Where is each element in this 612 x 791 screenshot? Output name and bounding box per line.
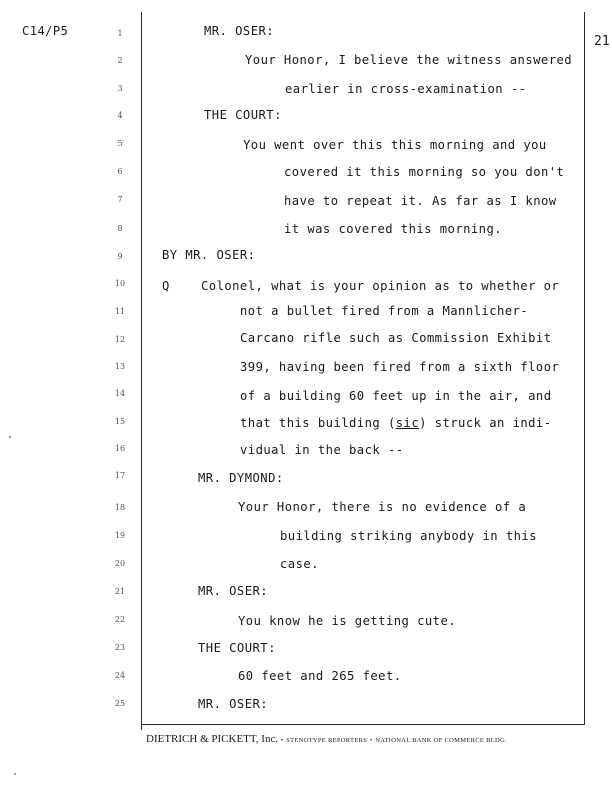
transcript-line: case. [280, 557, 319, 571]
line-number: 24 [114, 671, 126, 680]
line-segment: ) struck an indi- [419, 416, 552, 430]
line-number: 15 [114, 417, 126, 426]
line-number: 20 [114, 559, 126, 568]
transcript-line: 60 feet and 265 feet. [238, 669, 402, 683]
line-number: 23 [114, 643, 126, 652]
transcript-line: it was covered this morning. [284, 222, 503, 236]
separator: • [369, 737, 373, 744]
question-marker: Q [162, 279, 170, 293]
transcript-line: vidual in the back -- [240, 443, 404, 457]
firm-name: DIETRICH & PICKETT, Inc. [146, 733, 279, 745]
scan-speck [9, 436, 11, 438]
line-number: 10 [114, 279, 126, 288]
line-number: 14 [114, 389, 126, 398]
separator: • [280, 737, 284, 744]
line-number: 18 [114, 503, 126, 512]
transcript-line: MR. OSER: [198, 584, 269, 598]
page-ref: C14/P5 [22, 24, 69, 38]
line-number: 22 [114, 615, 126, 624]
transcript-line: Carcano rifle such as Commission Exhibit [240, 331, 552, 345]
left-margin-rule [141, 12, 142, 730]
transcript-line: You know he is getting cute. [238, 614, 457, 628]
transcript-line: Your Honor, there is no evidence of a [238, 500, 527, 514]
line-number: 12 [114, 335, 126, 344]
scan-speck [14, 773, 16, 775]
line-number: 7 [117, 195, 123, 204]
line-number: 19 [114, 531, 126, 540]
transcript-line: MR. OSER: [204, 24, 275, 38]
footer [146, 733, 507, 745]
line-number: 25 [114, 699, 126, 708]
line-number: 2 [117, 56, 123, 65]
line-number: 1 [117, 29, 123, 38]
transcript-line: not a bullet fired from a Mannlicher- [240, 304, 529, 318]
bottom-rule [141, 724, 585, 725]
address-label: NATIONAL BANK OF COMMERCE BLDG. [375, 737, 507, 744]
transcript-line: BY MR. OSER: [162, 248, 256, 262]
line-number: 11 [114, 307, 126, 316]
transcript-line: of a building 60 feet up in the air, and [240, 389, 552, 403]
line-number: 16 [114, 444, 126, 453]
transcript-line [240, 416, 552, 430]
line-number: 3 [117, 84, 123, 93]
transcript-line: earlier in cross-examination -- [285, 82, 527, 96]
line-number: 9 [117, 252, 123, 261]
transcript-line: have to repeat it. As far as I know [284, 194, 557, 208]
line-number: 21 [114, 587, 126, 596]
line-number: 8 [117, 224, 123, 233]
transcript-line: building striking anybody in this [280, 529, 537, 543]
transcript-line: covered it this morning so you don't [284, 165, 565, 179]
line-segment: that this building ( [240, 416, 396, 430]
transcript-line: MR. OSER: [198, 697, 269, 711]
line-number: 17 [114, 471, 126, 480]
transcript-line: 399, having been fired from a sixth floor [240, 360, 560, 374]
transcript-line: You went over this this morning and you [243, 138, 547, 152]
transcript-line: Your Honor, I believe the witness answered [245, 53, 573, 67]
service-label: STENOTYPE REPORTERS [286, 737, 368, 744]
transcript-line: Colonel, what is your opinion as to whether or [201, 279, 560, 293]
transcript-line: THE COURT: [198, 641, 276, 655]
page-number: 21 [594, 34, 610, 49]
transcript-line: THE COURT: [204, 108, 282, 122]
right-margin-rule [584, 12, 585, 724]
transcript-line: MR. DYMOND: [198, 471, 284, 485]
sic-annotation: sic [395, 416, 420, 430]
line-number: 4 [117, 111, 123, 120]
line-number: 6 [117, 167, 123, 176]
line-number: 5 [117, 139, 123, 148]
line-number: 13 [114, 362, 126, 371]
